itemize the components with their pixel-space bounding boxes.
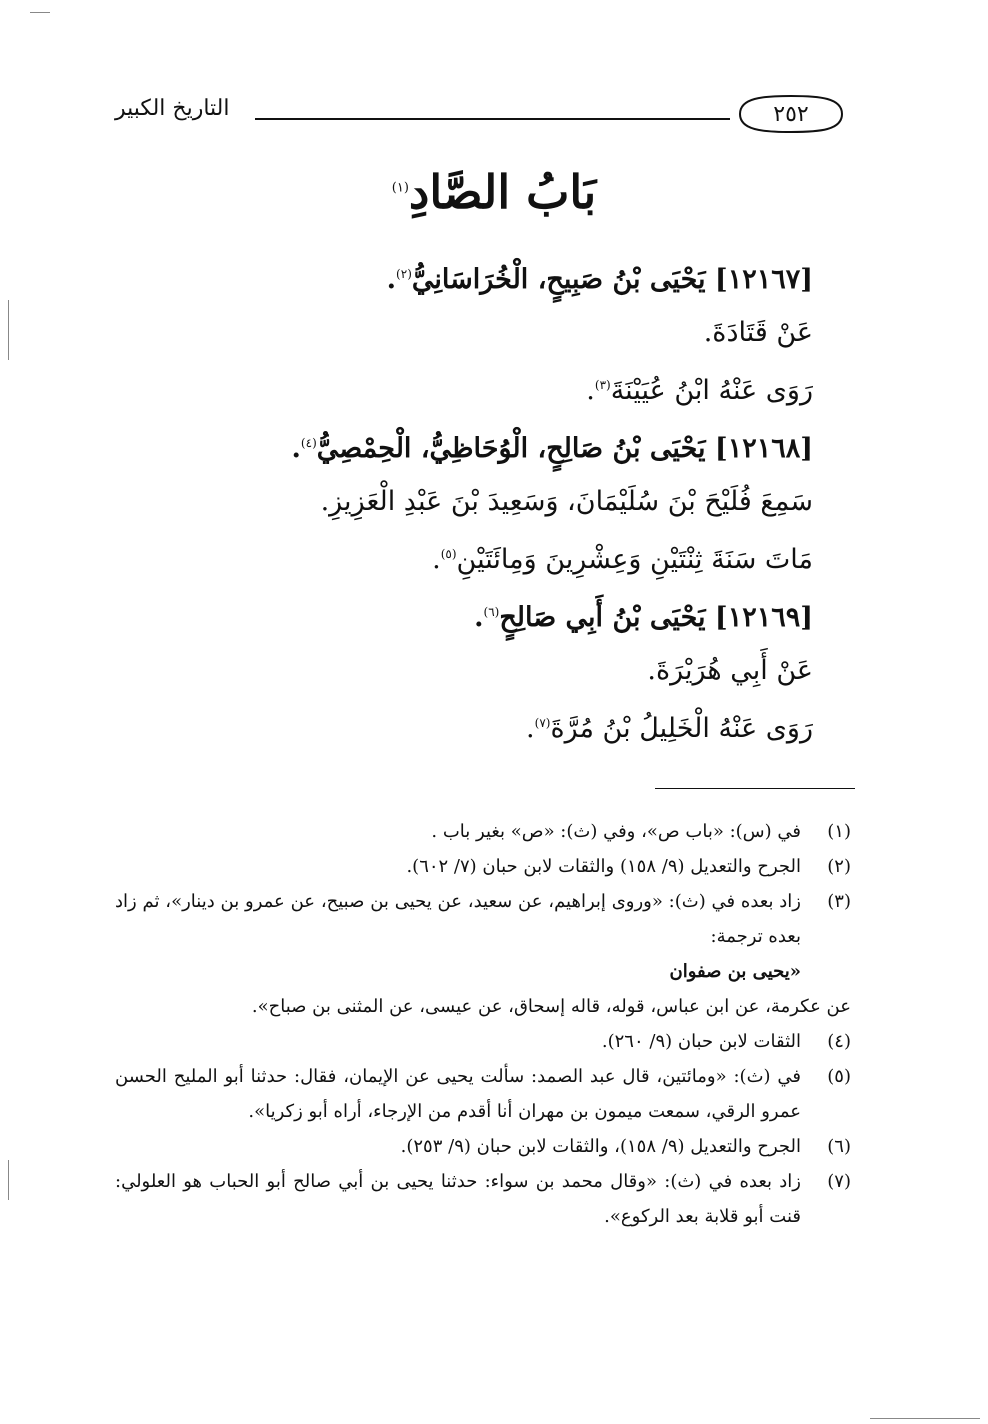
footnote-number: (٦) xyxy=(827,1136,851,1157)
scan-edge-mark xyxy=(870,1418,980,1419)
footnote-text: الجرح والتعديل (٩/ ١٥٨)، والثقات لابن حبان (٩/ ٢٥٣). xyxy=(400,1136,801,1157)
chapter-footnote-ref: (١) xyxy=(391,180,409,196)
footnote-text: زاد بعده في (ث): «وروى إبراهيم، عن سعيد، عن يحيى بن صبيح، عن عمرو بن دينار»، ثم زاد بعده ترجمة: xyxy=(115,891,801,947)
footnote-number: (٤) xyxy=(827,1031,851,1052)
page-number: ٢٥٢ xyxy=(773,102,809,127)
footnote xyxy=(115,814,851,849)
text-line: عَنْ أَبِي هُرَيْرَةَ. xyxy=(647,655,813,686)
footnote-number: (٣) xyxy=(827,891,851,912)
scan-edge-mark xyxy=(30,12,50,13)
entry-heading: [١٢١٦٩] يَحْيَى بْنُ أَبِي صَالِحٍ$^{(٦)}$. xyxy=(474,602,813,633)
footnote-number: (٥) xyxy=(827,1066,851,1087)
footnote-number: (٢) xyxy=(827,856,851,877)
footnote-text: الجرح والتعديل (٩/ ١٥٨) والثقات لابن حبان (٧/ ٦٠٢). xyxy=(406,856,801,877)
footnote-text: الثقات لابن حبان (٩/ ٢٦٠). xyxy=(601,1031,801,1052)
footnote-number: (٧) xyxy=(827,1171,851,1192)
footnote-ref: (٤) xyxy=(300,436,317,450)
footnote-number: (١) xyxy=(827,821,851,842)
footnotes xyxy=(115,814,851,1234)
text-line: سَمِعَ فُلَيْحَ بْنَ سُلَيْمَانَ، وَسَعِيدَ بْنَ عَبْدِ الْعَزِيزِ. xyxy=(320,486,813,517)
entry-heading: [١٢١٦٨] يَحْيَى بْنُ صَالِحٍ، الْوُحَاظِيُّ، الْحِمْصِيُّ$^{(٤)}$. xyxy=(291,433,813,464)
footnote xyxy=(115,1129,851,1164)
footnote-ref: (٥) xyxy=(440,547,457,561)
page-number-badge xyxy=(732,92,850,136)
chapter-title: بَابُ الصَّادِ xyxy=(408,165,597,219)
footnote xyxy=(115,1059,851,1129)
text-line: رَوَى عَنْهُ ابْنُ عُيَيْنَةَ$^{(٣)}$. xyxy=(586,375,813,406)
header-rule xyxy=(255,118,730,120)
footnote xyxy=(115,1024,851,1059)
text-line: مَاتَ سَنَةَ ثِنْتَيْنِ وَعِشْرِينَ وَمِائَتَيْنِ$^{(٥)}$. xyxy=(432,544,813,575)
chapter-heading xyxy=(0,165,988,219)
footnote-separator xyxy=(655,788,855,789)
scan-edge-mark xyxy=(8,300,9,360)
footnote-ref: (٦) xyxy=(483,605,500,619)
footnote-text: في (س): «باب ص»، وفي (ث): «ص» بغير باب . xyxy=(431,821,801,842)
footnote-text: زاد بعده في (ث): «وقال محمد بن سواء: حدثنا يحيى بن أبي صالح أبو الحباب هو العلولي: قنت أبو قلابة بعد الركوع». xyxy=(115,1171,801,1227)
text-line: عَنْ قَتَادَةَ. xyxy=(703,317,813,348)
footnote-ref: (٧) xyxy=(534,716,551,730)
footnote-ref: (٣) xyxy=(594,378,611,392)
footnote-bold-line: «يحيى بن صفوان xyxy=(669,961,801,982)
entry-heading: [١٢١٦٧] يَحْيَى بْنُ صَبِيحٍ، الْخُرَاسَانِيُّ$^{(٢)}$. xyxy=(386,264,813,295)
footnote-continuation: عن عكرمة، عن ابن عباس، قوله، قاله إسحاق، عن عيسى، عن المثنى بن صباح». xyxy=(251,996,851,1017)
footnote xyxy=(115,1164,851,1234)
footnote-text: في (ث): «ومائتين، قال عبد الصمد: سألت يحيى عن الإيمان، فقال: حدثنا أبو المليح الحسن عمرو الرقي، سمعت ميمون بن مهران أنا أقدم من الإرجاء، أراه أبو زكريا». xyxy=(115,1066,801,1122)
footnote xyxy=(115,849,851,884)
footnote-ref: (٢) xyxy=(396,267,412,281)
footnote xyxy=(115,884,851,1024)
book-title: التاريخ الكبير xyxy=(115,96,230,121)
text-line: رَوَى عَنْهُ الْخَلِيلُ بْنُ مُرَّةَ$^{(٧)}$. xyxy=(526,713,813,744)
main-text xyxy=(150,248,813,755)
running-header xyxy=(115,92,850,140)
scan-edge-mark xyxy=(8,1160,9,1200)
